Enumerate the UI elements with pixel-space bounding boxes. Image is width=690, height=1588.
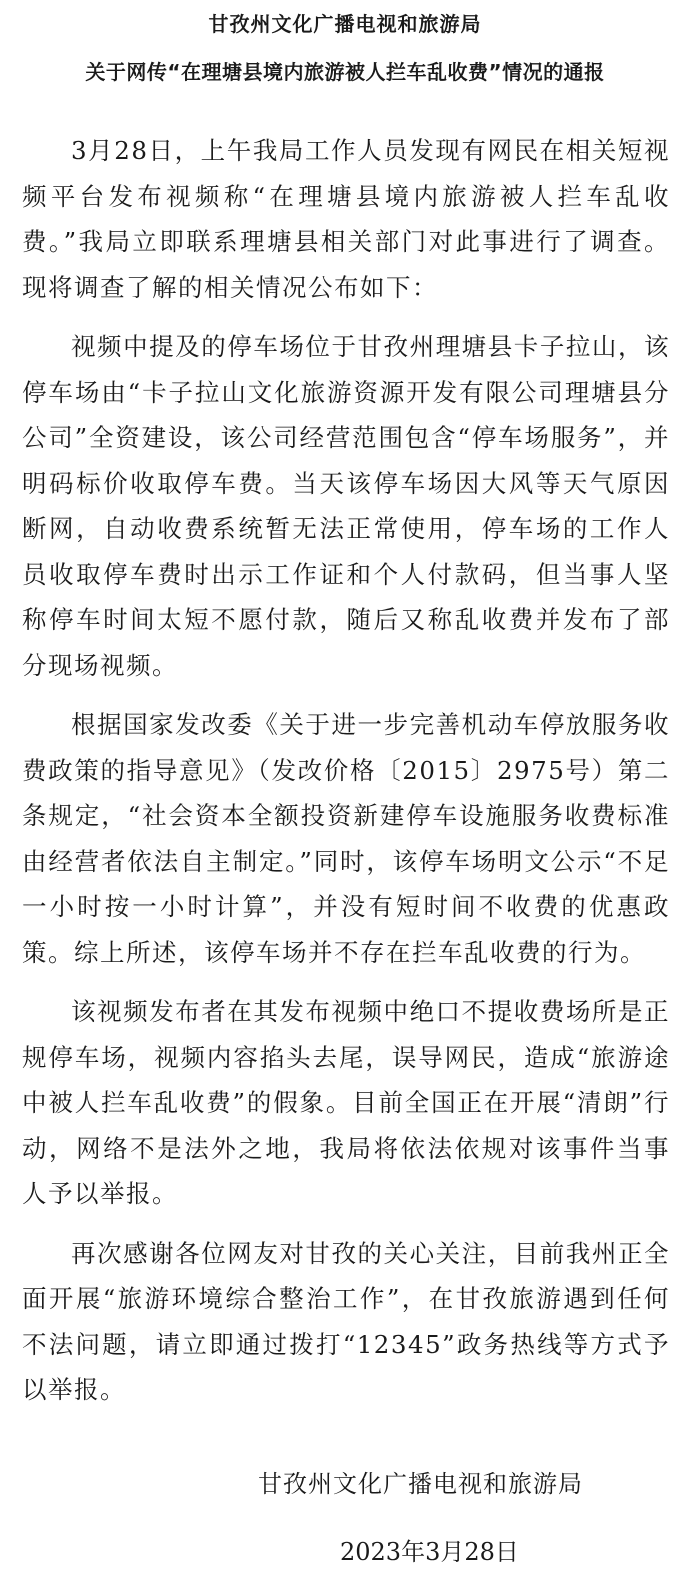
org-title: 甘孜州文化广播电视和旅游局 [208, 12, 482, 36]
signature-date: 2023年3月28日 [340, 1538, 519, 1566]
paragraph-intro: 3月28日，上午我局工作人员发现有网民在相关短视频平台发布视频称“在理塘县境内旅游被人拦车乱收费。”我局立即联系理塘县相关部门对此事进行了调查。现将调查了解的相关情况公布如下： [22, 136, 670, 302]
paragraph-regulation: 根据国家发改委《关于进一步完善机动车停放服务收费政策的指导意见》（发改价格〔2015〕2975号）第二条规定，“社会资本全额投资新建停车设施服务收费标准由经营者依法自主制定。”同时，该停车场明文公示“不足一小时按一小时计算”，并没有短时间不收费的优惠政策。综上所述，该停车场并不存在拦车乱收费的行为。 [22, 710, 670, 967]
paragraph-video-publisher: 该视频发布者在其发布视频中绝口不提收费场所是正规停车场，视频内容掐头去尾，误导网民，造成“旅游途中被人拦车乱收费”的假象。目前全国正在开展“清朗”行动，网络不是法外之地，我局将依法依规对该事件当事人予以举报。 [22, 997, 670, 1208]
notice-body [22, 128, 670, 1427]
paragraph-thanks: 再次感谢各位网友对甘孜的关心关注，目前我州正全面开展“旅游环境综合整治工作”，在甘孜旅游遇到任何不法问题，请立即通过拨打“12345”政务热线等方式予以举报。 [22, 1238, 670, 1404]
signature-org: 甘孜州文化广播电视和旅游局 [258, 1470, 583, 1498]
paragraph-parking-lot: 视频中提及的停车场位于甘孜州理塘县卡子拉山，该停车场由“卡子拉山文化旅游资源开发有限公司理塘县分公司”全资建设，该公司经营范围包含“停车场服务”，并明码标价收取停车费。当天该停车场因大风等天气原因断网，自动收费系统暂无法正常使用，停车场的工作人员收取停车费时出示工作证和个人付款码，但当事人坚称停车时间太短不愿付款，随后又称乱收费并发布了部分现场视频。 [22, 332, 670, 680]
notice-title: 关于网传“在理塘县境内旅游被人拦车乱收费”情况的通报 [85, 60, 605, 84]
